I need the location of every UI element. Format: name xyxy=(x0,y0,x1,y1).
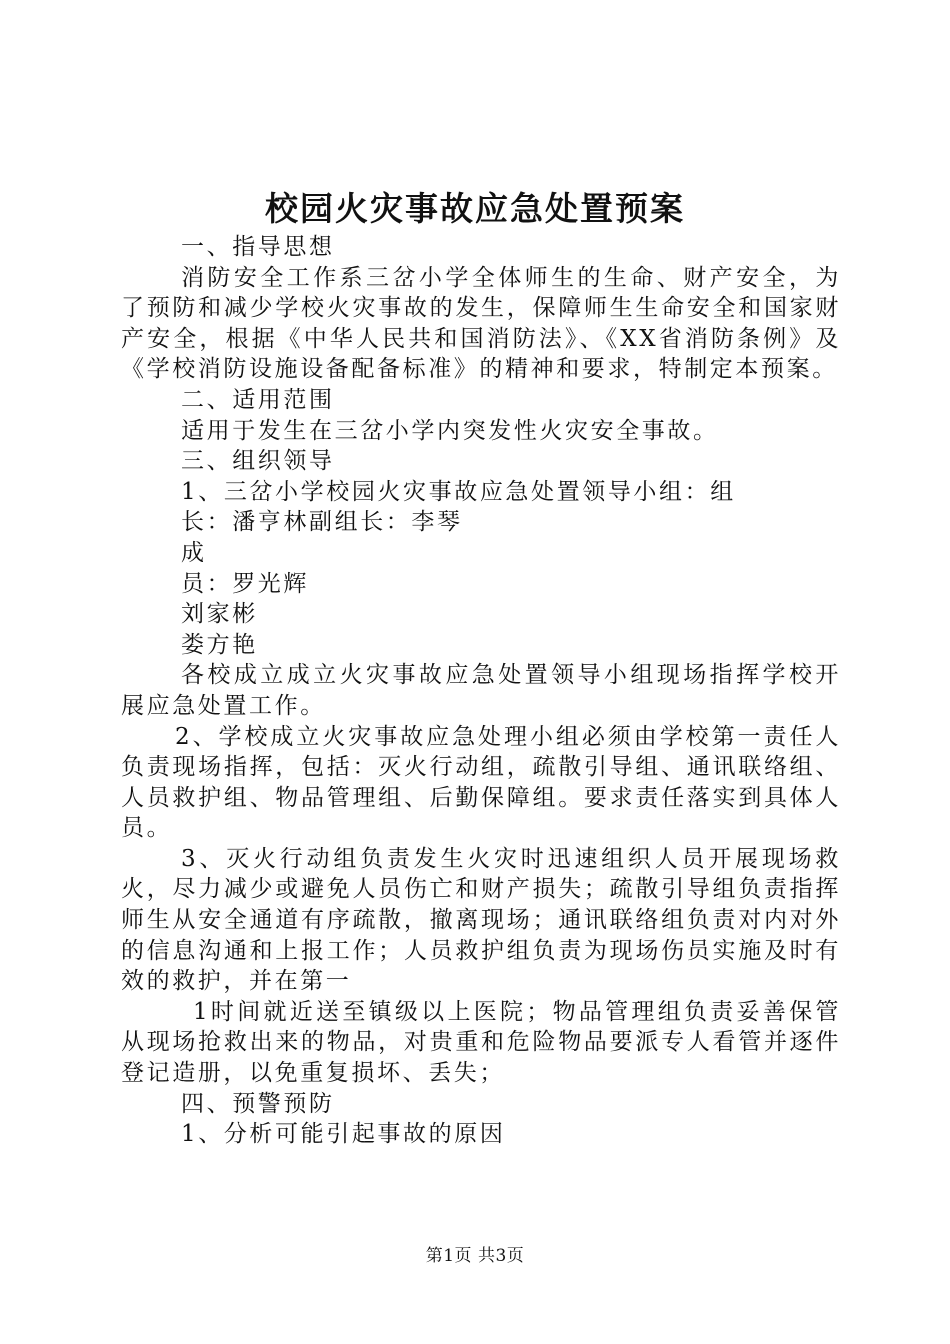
paragraph-analysis: 1、分析可能引起事故的原因 xyxy=(181,1121,506,1148)
document-body xyxy=(121,232,841,1150)
paragraph-group-leaders: 长：潘亨林副组长：李琴 xyxy=(181,509,463,536)
paragraph-purpose: 消防安全工作系三岔小学全体师生的生命、财产安全，为了预防和减少学校火灾事故的发生，保障师生生命安全和国家财产安全，根据《中华人民共和国消防法》、《XX省消防条例》及《学校消防设施设备配备标准》的精神和要求，特制定本预案。 xyxy=(121,264,841,383)
paragraph-response-team: 2、学校成立火灾事故应急处理小组必须由学校第一责任人负责现场指挥，包括：灭火行动组，疏散引导组、通讯联络组、人员救护组、物品管理组、后勤保障组。要求责任落实到具体人员。 xyxy=(121,723,841,842)
section-heading-scope: 二、适用范围 xyxy=(181,386,335,413)
paragraph-member-3: 娄方艳 xyxy=(181,631,258,658)
paragraph-scope: 适用于发生在三岔小学内突发性火灾安全事故。 xyxy=(181,417,719,444)
paragraph-members-label: 成 xyxy=(181,539,207,566)
paragraph-team-duties-continued: 1时间就近送至镇级以上医院；物品管理组负责妥善保管从现场抢救出来的物品，对贵重和危险物品要派专人看管并逐件登记造册，以免重复损坏、丢失； xyxy=(121,998,841,1087)
document-title: 校园火灾事故应急处置预案 xyxy=(265,189,685,228)
paragraph-team-duties: 3、灭火行动组负责发生火灾时迅速组织人员开展现场救火，尽力减少或避免人员伤亡和财产损失；疏散引导组负责指挥师生从安全通道有序疏散，撤离现场；通讯联络组负责对内对外的信息沟通和上报工作；人员救护组负责为现场伤员实施及时有效的救护，并在第一 xyxy=(121,845,841,995)
paragraph-member-2: 刘家彬 xyxy=(181,601,258,628)
paragraph-member-1: 员：罗光辉 xyxy=(181,570,309,597)
paragraph-leadership-group: 1、三岔小学校园火灾事故应急处置领导小组：组 xyxy=(181,478,736,505)
section-heading-organization: 三、组织领导 xyxy=(181,448,335,475)
section-heading-guiding-ideology: 一、指导思想 xyxy=(181,234,335,260)
section-heading-prevention: 四、预警预防 xyxy=(181,1090,335,1117)
page-footer: 第1页 共3页 xyxy=(425,1246,525,1266)
paragraph-leadership-duty: 各校成立成立火灾事故应急处置领导小组现场指挥学校开展应急处置工作。 xyxy=(121,662,841,719)
